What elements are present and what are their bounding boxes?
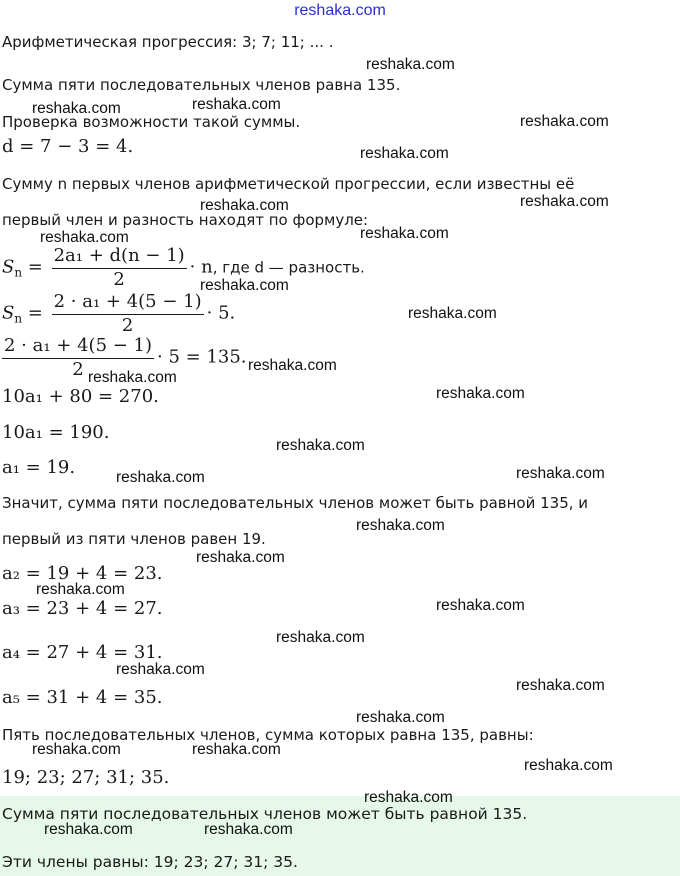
sum-formula-sub: n [14, 265, 23, 280]
five-terms-line: Пять последовательных членов, сумма которых равна 135, равны: [2, 726, 534, 744]
watermark: reshaka.com [116, 469, 205, 486]
sum-sub-fraction [52, 290, 204, 337]
term-a3: a₃ = 23 + 4 = 27. [2, 598, 163, 619]
watermark: reshaka.com [516, 465, 605, 482]
sum-sub-numerator: 2 · a₁ + 4(5 − 1) [52, 290, 204, 315]
sum-formula-fraction [52, 244, 187, 291]
watermark: reshaka.com [32, 741, 121, 758]
sum-sub-sub: n [14, 311, 23, 326]
equation-1: 10a₁ + 80 = 270. [2, 386, 159, 407]
sum-substitution: $S_n$ = $\frac{\text{2 · a₁ + 4(5 − 1)}}{2}$ · 5. [2, 291, 236, 336]
watermark: reshaka.com [116, 661, 205, 678]
watermark: reshaka.com [516, 677, 605, 694]
sum-formula-denominator: 2 [113, 269, 125, 290]
watermark: reshaka.com [436, 597, 525, 614]
watermark: reshaka.com [192, 96, 281, 113]
watermark: reshaka.com [366, 56, 455, 73]
sum-eq-numerator: 2 · a₁ + 4(5 − 1) [2, 334, 154, 359]
watermark: reshaka.com [36, 581, 125, 598]
check-heading: Проверка возможности такой суммы. [2, 113, 301, 131]
watermark: reshaka.com [276, 437, 365, 454]
conclusion-line-1: Значит, сумма пяти последовательных членов может быть равной 135, и [2, 494, 589, 512]
watermark: reshaka.com [356, 517, 445, 534]
watermark: reshaka.com [520, 113, 609, 130]
terms-list: 19; 23; 27; 31; 35. [2, 767, 170, 788]
watermark: reshaka.com [88, 369, 177, 386]
term-a2: a₂ = 19 + 4 = 23. [2, 563, 163, 584]
watermark: reshaka.com [356, 709, 445, 726]
term-a5: a₅ = 31 + 4 = 35. [2, 687, 163, 708]
conclusion-line-2: первый из пяти членов равен 19. [2, 530, 266, 548]
sum-sub-denominator: 2 [121, 315, 134, 336]
watermark: reshaka.com [248, 357, 337, 374]
watermark: reshaka.com [360, 145, 449, 162]
watermark: reshaka.com [524, 757, 613, 774]
watermark: reshaka.com [204, 821, 293, 838]
sum-formula-note: , где d — разность. [212, 258, 365, 277]
watermark: reshaka.com [360, 225, 449, 242]
site-header[interactable]: reshaka.com [294, 2, 386, 19]
formula-text-1: Сумму n первых членов арифметической прогрессии, если известны её [2, 175, 575, 193]
formula-text-2: первый член и разность находят по формуле: [2, 211, 369, 229]
watermark: reshaka.com [200, 197, 289, 214]
watermark: reshaka.com [32, 100, 121, 117]
watermark: reshaka.com [276, 629, 365, 646]
difference-equation: d = 7 − 3 = 4. [2, 136, 134, 157]
equation-2: 10a₁ = 190. [2, 422, 110, 443]
term-a4: a₄ = 27 + 4 = 31. [2, 642, 163, 663]
sum-formula-numerator: 2a₁ + d(n − 1) [52, 244, 187, 269]
sum-eq-denominator: 2 [72, 359, 84, 380]
sum-formula-tail: · n [189, 256, 213, 278]
watermark: reshaka.com [408, 305, 497, 322]
sum-sub-lhs: S [2, 302, 15, 324]
sum-eq-tail: · 5 = 135. [157, 346, 247, 368]
watermark: reshaka.com [200, 277, 289, 294]
watermark: reshaka.com [436, 385, 525, 402]
sum-formula: $S_n$ = $\frac{\text{2a₁ + d(n − 1)}}{2}$ · n, где d — разность. [2, 245, 365, 290]
answer-line-2: Эти члены равны: 19; 23; 27; 31; 35. [2, 853, 298, 871]
sum-formula-lhs: S [2, 256, 15, 278]
equation-3: a₁ = 19. [2, 457, 76, 478]
watermark: reshaka.com [40, 229, 129, 246]
sum-sub-tail: · 5. [206, 302, 236, 324]
watermark: reshaka.com [364, 789, 453, 806]
watermark: reshaka.com [192, 741, 281, 758]
sum-five-line: Сумма пяти последовательных членов равна 135. [2, 76, 401, 94]
progression-line: Арифметическая прогрессия: 3; 7; 11; ... . [2, 33, 334, 51]
watermark: reshaka.com [44, 821, 133, 838]
answer-line-1: Сумма пяти последовательных членов может быть равной 135. [2, 805, 528, 823]
watermark: reshaka.com [520, 193, 609, 210]
watermark: reshaka.com [196, 549, 285, 566]
